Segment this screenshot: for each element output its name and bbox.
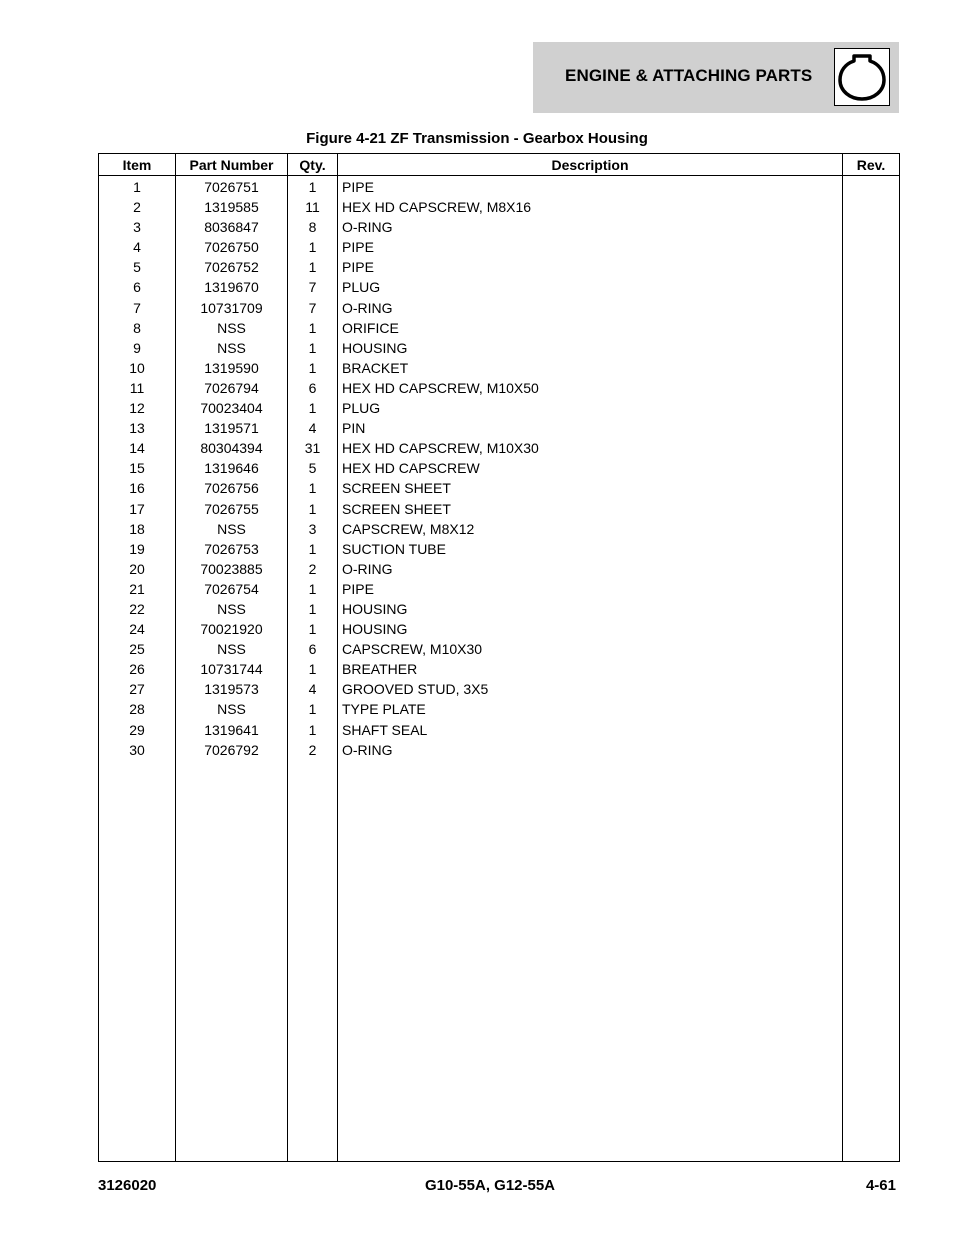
table-row [99,277,900,297]
cell-item: 9 [99,338,176,358]
cell-item: 21 [99,579,176,599]
cell-part-number: NSS [176,599,288,619]
cell-description: HEX HD CAPSCREW, M8X16 [338,197,843,217]
cell-item: 16 [99,478,176,498]
cell-part-number: 10731744 [176,659,288,679]
cell-item: 2 [99,197,176,217]
cell-description: SUCTION TUBE [338,539,843,559]
cell-rev [843,338,900,358]
cell-rev [843,519,900,539]
cell-description: PIN [338,418,843,438]
cell-rev [843,659,900,679]
cell-part-number: 80304394 [176,438,288,458]
table-row [99,639,900,659]
cell-item: 28 [99,699,176,719]
cell-item: 7 [99,298,176,318]
cell-qty: 1 [288,237,338,257]
cell-item: 3 [99,217,176,237]
cell-qty: 1 [288,579,338,599]
table-row [99,237,900,257]
cell-qty: 5 [288,458,338,478]
cell-qty: 1 [288,720,338,740]
cell-description: O-RING [338,559,843,579]
cell-qty: 6 [288,639,338,659]
footer-model-numbers: G10-55A, G12-55A [424,1177,556,1194]
cell-description: PLUG [338,277,843,297]
cell-rev [843,619,900,639]
footer-document-number: 3126020 [98,1177,157,1194]
cell-description: BREATHER [338,659,843,679]
cell-rev [843,478,900,498]
cell-item: 12 [99,398,176,418]
cell-part-number: 7026794 [176,378,288,398]
cell-description: O-RING [338,217,843,237]
cell-description: HOUSING [338,599,843,619]
table-row [99,720,900,740]
table-row [99,176,900,198]
cell-part-number: 1319646 [176,458,288,478]
cell-rev [843,237,900,257]
column-header-part-number: Part Number [176,154,288,176]
cell-description: HOUSING [338,619,843,639]
cell-rev [843,197,900,217]
cell-description: SCREEN SHEET [338,499,843,519]
cell-item: 29 [99,720,176,740]
cell-item: 27 [99,679,176,699]
cell-description: TYPE PLATE [338,699,843,719]
cell-rev [843,358,900,378]
table-row [99,458,900,478]
cell-description: HEX HD CAPSCREW, M10X50 [338,378,843,398]
footer-page-number: 4-61 [865,1177,896,1194]
table-row [99,378,900,398]
table-row [99,559,900,579]
cell-description: PIPE [338,579,843,599]
cell-description: HOUSING [338,338,843,358]
cell-part-number: 7026754 [176,579,288,599]
parts-table [98,153,900,1162]
cell-rev [843,176,900,198]
cell-qty: 4 [288,679,338,699]
cell-qty: 6 [288,378,338,398]
table-row [99,418,900,438]
table-row [99,197,900,217]
cell-part-number: NSS [176,338,288,358]
cell-qty: 4 [288,418,338,438]
parts-table-body [99,176,900,1162]
cell-part-number: NSS [176,318,288,338]
section-title: ENGINE & ATTACHING PARTS [565,66,813,85]
cell-rev [843,639,900,659]
cell-item: 14 [99,438,176,458]
cell-description: ORIFICE [338,318,843,338]
cell-item: 22 [99,599,176,619]
cell-rev [843,298,900,318]
cell-item: 15 [99,458,176,478]
cell-qty: 8 [288,217,338,237]
cell-rev [843,740,900,760]
cell-description: SHAFT SEAL [338,720,843,740]
cell-part-number: 1319585 [176,197,288,217]
section-header [533,42,899,113]
cell-description: O-RING [338,740,843,760]
cell-item: 18 [99,519,176,539]
table-row [99,438,900,458]
cell-qty: 1 [288,539,338,559]
cell-qty: 1 [288,599,338,619]
table-row [99,740,900,760]
cell-qty: 11 [288,197,338,217]
cell-qty: 1 [288,358,338,378]
cell-part-number: 1319590 [176,358,288,378]
cell-description: SCREEN SHEET [338,478,843,498]
cell-part-number: 8036847 [176,217,288,237]
cell-qty: 1 [288,398,338,418]
cell-rev [843,418,900,438]
cell-description: HEX HD CAPSCREW [338,458,843,478]
cell-description: GROOVED STUD, 3X5 [338,679,843,699]
cell-item: 26 [99,659,176,679]
table-header-row [99,154,900,176]
cell-rev [843,217,900,237]
cell-rev [843,579,900,599]
table-row [99,679,900,699]
cell-qty: 1 [288,338,338,358]
column-header-item: Item [99,154,176,176]
cell-rev [843,499,900,519]
table-row [99,478,900,498]
cell-part-number: 7026755 [176,499,288,519]
table-row [99,318,900,338]
cell-qty: 1 [288,478,338,498]
cell-rev [843,599,900,619]
cell-rev [843,318,900,338]
cell-description: BRACKET [338,358,843,378]
cell-rev [843,438,900,458]
cell-description: CAPSCREW, M10X30 [338,639,843,659]
column-header-qty: Qty. [288,154,338,176]
engine-outline-icon [834,48,890,106]
cell-qty: 1 [288,619,338,639]
cell-item: 19 [99,539,176,559]
cell-item: 8 [99,318,176,338]
cell-item: 10 [99,358,176,378]
table-row [99,579,900,599]
cell-description: O-RING [338,298,843,318]
cell-item: 30 [99,740,176,760]
cell-item: 11 [99,378,176,398]
table-row [99,298,900,318]
cell-part-number: 1319641 [176,720,288,740]
cell-part-number: 1319573 [176,679,288,699]
table-row [99,257,900,277]
cell-part-number: 70023404 [176,398,288,418]
cell-part-number: 7026756 [176,478,288,498]
cell-qty: 2 [288,740,338,760]
table-filler-row [99,760,900,1162]
cell-part-number: 7026750 [176,237,288,257]
cell-rev [843,679,900,699]
cell-description: PIPE [338,176,843,198]
table-row [99,398,900,418]
cell-rev [843,277,900,297]
cell-item: 20 [99,559,176,579]
column-header-description: Description [338,154,843,176]
cell-item: 6 [99,277,176,297]
table-row [99,217,900,237]
cell-rev [843,720,900,740]
cell-qty: 3 [288,519,338,539]
cell-qty: 1 [288,176,338,198]
cell-item: 5 [99,257,176,277]
cell-qty: 7 [288,298,338,318]
cell-item: 25 [99,639,176,659]
cell-part-number: 7026752 [176,257,288,277]
cell-qty: 1 [288,318,338,338]
table-row [99,599,900,619]
cell-qty: 1 [288,659,338,679]
cell-item: 13 [99,418,176,438]
cell-qty: 1 [288,257,338,277]
cell-description: PIPE [338,257,843,277]
cell-part-number: 70021920 [176,619,288,639]
cell-part-number: 7026751 [176,176,288,198]
cell-part-number: NSS [176,519,288,539]
cell-qty: 7 [288,277,338,297]
cell-rev [843,699,900,719]
table-row [99,659,900,679]
cell-part-number: 70023885 [176,559,288,579]
cell-rev [843,398,900,418]
column-header-rev: Rev. [843,154,900,176]
cell-item: 1 [99,176,176,198]
cell-description: HEX HD CAPSCREW, M10X30 [338,438,843,458]
cell-qty: 2 [288,559,338,579]
cell-rev [843,458,900,478]
cell-description: PIPE [338,237,843,257]
cell-part-number: 7026753 [176,539,288,559]
table-row [99,519,900,539]
cell-description: PLUG [338,398,843,418]
table-row [99,539,900,559]
cell-item: 17 [99,499,176,519]
figure-title: Figure 4-21 ZF Transmission - Gearbox Housing [306,130,648,147]
table-row [99,619,900,639]
cell-item: 24 [99,619,176,639]
cell-rev [843,559,900,579]
cell-part-number: NSS [176,699,288,719]
table-row [99,499,900,519]
cell-qty: 1 [288,699,338,719]
table-row [99,358,900,378]
cell-qty: 31 [288,438,338,458]
cell-qty: 1 [288,499,338,519]
cell-part-number: 1319571 [176,418,288,438]
cell-rev [843,257,900,277]
table-row [99,338,900,358]
cell-rev [843,378,900,398]
table-row [99,699,900,719]
cell-item: 4 [99,237,176,257]
cell-part-number: 7026792 [176,740,288,760]
cell-description: CAPSCREW, M8X12 [338,519,843,539]
cell-part-number: NSS [176,639,288,659]
cell-part-number: 10731709 [176,298,288,318]
cell-rev [843,539,900,559]
cell-part-number: 1319670 [176,277,288,297]
